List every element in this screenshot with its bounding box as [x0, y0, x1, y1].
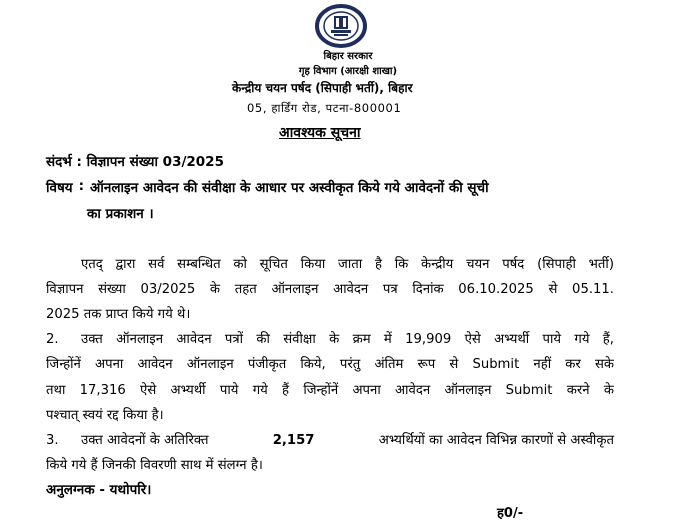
- notice-title: आवश्यक सूचना: [279, 125, 361, 141]
- rejected-count: 2,157: [272, 433, 315, 448]
- subject-text-line2: का प्रकाशन ।: [87, 206, 154, 222]
- subject-line: विषय : ऑनलाइन आवेदन की संवीक्षा के आधार पर अस्वीकृत किये गये आवेदनों की सूची: [46, 178, 489, 196]
- para3-line1-row: [46, 428, 614, 453]
- reference-label: संदर्भ: [46, 154, 72, 170]
- para3-line1: [81, 428, 614, 453]
- para3-number: 3.: [46, 433, 59, 448]
- govt-name: बिहार सरकार: [323, 51, 373, 62]
- para3-line2: किये गये हैं जिनकी विवरणी साथ में संलग्न है।: [46, 458, 263, 473]
- para2-line1-row: [46, 327, 614, 352]
- enclosure-note: अनुलग्नक - यथोपरि।: [46, 482, 152, 498]
- para2-line1: उक्त ऑनलाइन आवेदन पत्रों की संवीक्षा के क्रम में 19,909 ऐसे अभ्यर्थी पाये गये हैं,: [81, 332, 614, 347]
- para2-number: 2.: [46, 332, 59, 347]
- office-name: केन्द्रीय चयन पर्षद (सिपाही भर्ती), बिहार: [232, 81, 413, 95]
- reference-value: विज्ञापन संख्या 03/2025: [86, 154, 224, 170]
- office-address: 05, हार्डिंग रोड, पटना-800001: [247, 101, 402, 115]
- para2-line4: पश्चात् स्वयं रद्द किया है।: [46, 408, 164, 423]
- para1-line1: एतद् द्वारा सर्व सम्बन्धित को सूचित किया जाता है कि केन्द्रीय चयन पर्षद (सिपाही भर्ती): [81, 257, 614, 272]
- state-emblem-icon: [314, 4, 368, 48]
- para2-line2: जिन्होंनें अपना आवेदन ऑनलाइन पंजीकृत किये, परंतु अंतिम रूप से Submit नहीं कर सके: [46, 357, 614, 372]
- para1-line2: विज्ञापन संख्या 03/2025 के तहत ऑनलाइन आवेदन पत्र दिनांक 06.10.2025 से 05.11.: [46, 282, 614, 297]
- signature: ह0/-: [497, 506, 524, 521]
- reference-line: संदर्भ : विज्ञापन संख्या 03/2025: [46, 154, 224, 170]
- subject-label: विषय: [46, 180, 73, 196]
- para2-line3: तथा 17,316 ऐसे अभ्यर्थी पाये गये हैं जिन्होंनें अपना आवेदन ऑनलाइन Submit करने के: [46, 383, 614, 398]
- para3-line1-pre: उक्त आवेदनों के अतिरिक्त: [81, 433, 209, 448]
- subject-text-line1: ऑनलाइन आवेदन की संवीक्षा के आधार पर अस्वीकृत किये गये आवेदनों की सूची: [90, 180, 489, 196]
- para1-line3: 2025 तक प्राप्त किये गये थे।: [46, 307, 191, 322]
- department-name: गृह विभाग (आरक्षी शाखा): [298, 66, 398, 77]
- para3-line1-post: अभ्यर्थियों का आवेदन विभिन्न कारणों से अस्वीकृत: [378, 433, 614, 448]
